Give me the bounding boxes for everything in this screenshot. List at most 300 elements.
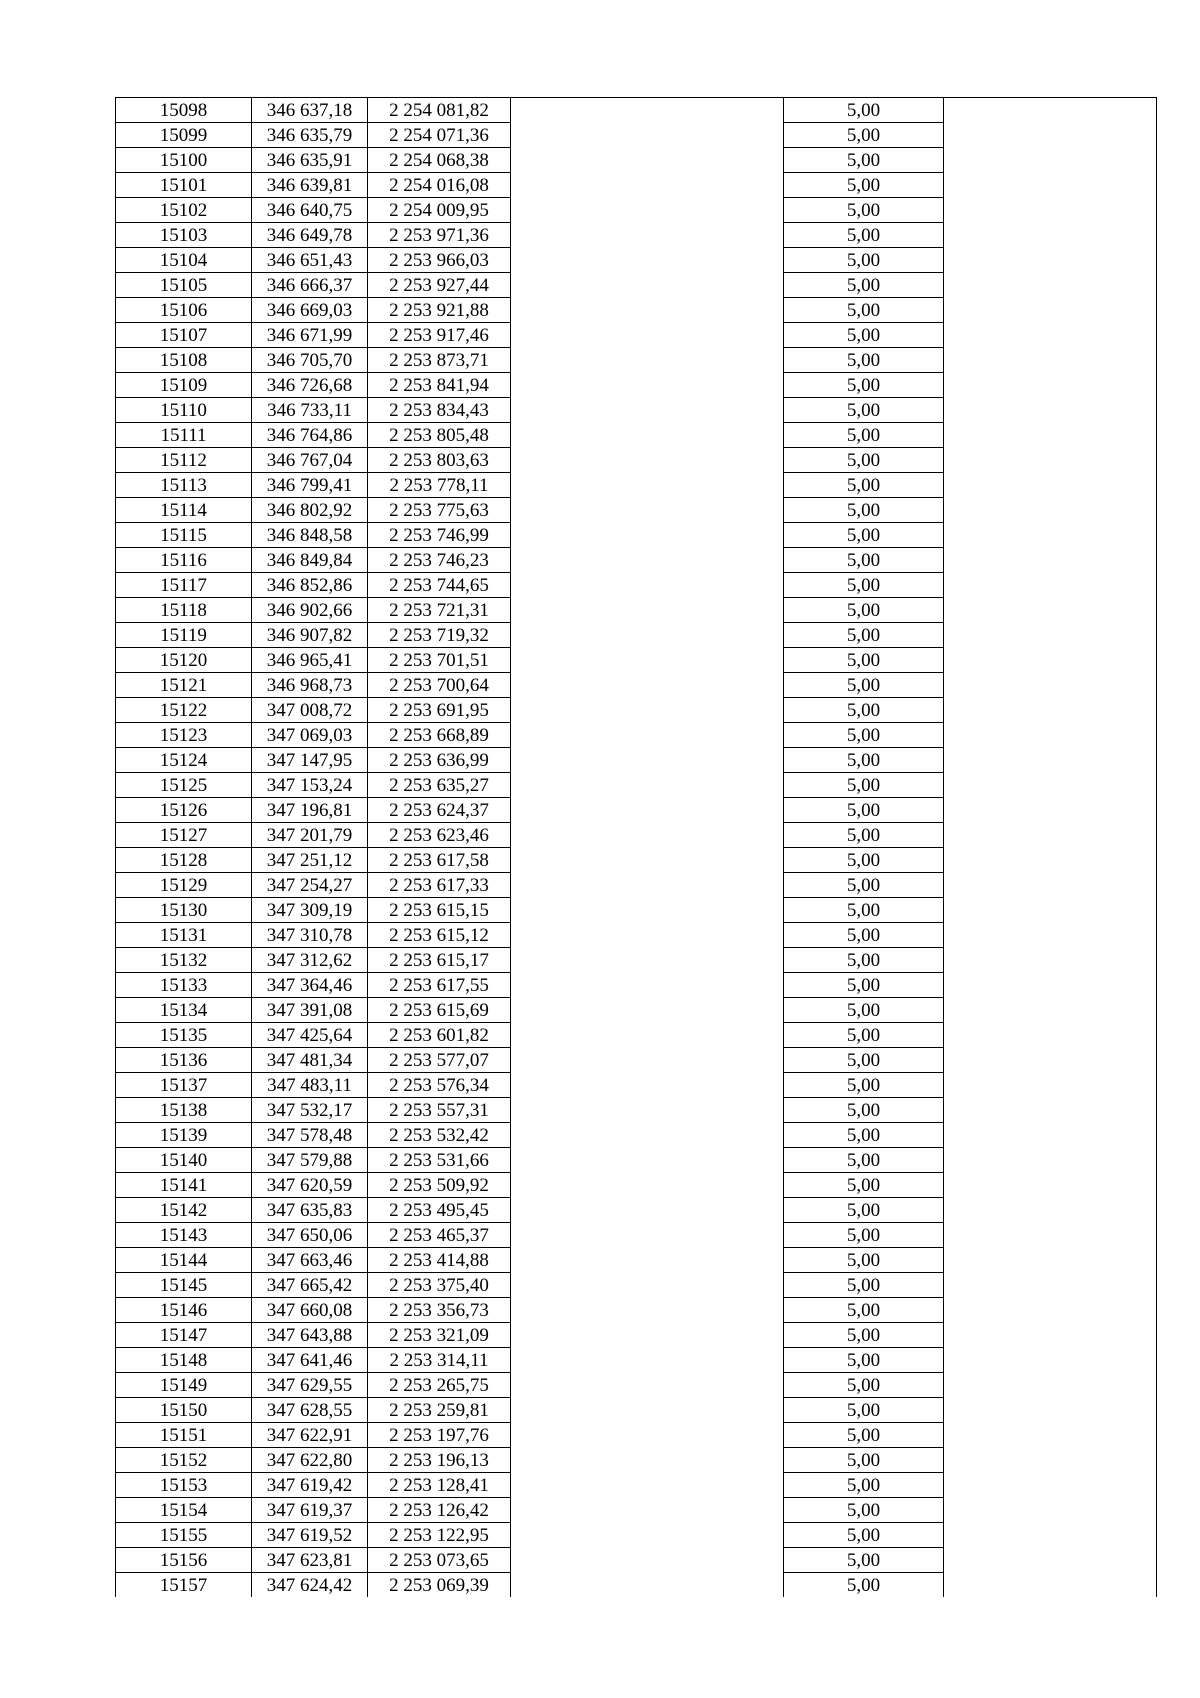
empty-cell — [944, 1073, 1157, 1098]
y-coordinate-cell: 2 253 576,34 — [368, 1073, 511, 1098]
table-row — [116, 298, 1157, 323]
y-coordinate-cell: 2 253 577,07 — [368, 1048, 511, 1073]
point-number-cell: 15127 — [116, 823, 252, 848]
table-row — [116, 798, 1157, 823]
empty-cell — [944, 623, 1157, 648]
y-coordinate-cell: 2 253 617,33 — [368, 873, 511, 898]
distance-cell: 5,00 — [784, 948, 944, 973]
empty-cell — [511, 1498, 784, 1523]
table-row — [116, 1073, 1157, 1098]
distance-cell: 5,00 — [784, 198, 944, 223]
distance-cell: 5,00 — [784, 998, 944, 1023]
empty-cell — [944, 1273, 1157, 1298]
empty-cell — [511, 1273, 784, 1298]
x-coordinate-cell: 347 665,42 — [252, 1273, 368, 1298]
y-coordinate-cell: 2 253 635,27 — [368, 773, 511, 798]
distance-cell: 5,00 — [784, 298, 944, 323]
table-row — [116, 123, 1157, 148]
empty-cell — [511, 423, 784, 448]
empty-cell — [944, 748, 1157, 773]
distance-cell: 5,00 — [784, 598, 944, 623]
y-coordinate-cell: 2 253 509,92 — [368, 1173, 511, 1198]
empty-cell — [511, 173, 784, 198]
point-number-cell: 15116 — [116, 548, 252, 573]
x-coordinate-cell: 347 643,88 — [252, 1323, 368, 1348]
empty-cell — [944, 998, 1157, 1023]
point-number-cell: 15152 — [116, 1448, 252, 1473]
distance-cell: 5,00 — [784, 1198, 944, 1223]
point-number-cell: 15126 — [116, 798, 252, 823]
empty-cell — [944, 1223, 1157, 1248]
empty-cell — [511, 298, 784, 323]
distance-cell: 5,00 — [784, 848, 944, 873]
table-row — [116, 1323, 1157, 1348]
empty-cell — [511, 873, 784, 898]
empty-cell — [511, 148, 784, 173]
y-coordinate-cell: 2 253 778,11 — [368, 473, 511, 498]
table-row — [116, 1573, 1157, 1598]
empty-cell — [944, 1248, 1157, 1273]
x-coordinate-cell: 347 201,79 — [252, 823, 368, 848]
empty-cell — [511, 523, 784, 548]
table-row — [116, 498, 1157, 523]
empty-cell — [511, 273, 784, 298]
empty-cell — [944, 723, 1157, 748]
y-coordinate-cell: 2 253 617,55 — [368, 973, 511, 998]
x-coordinate-cell: 347 153,24 — [252, 773, 368, 798]
empty-cell — [944, 273, 1157, 298]
x-coordinate-cell: 346 640,75 — [252, 198, 368, 223]
distance-cell: 5,00 — [784, 123, 944, 148]
distance-cell: 5,00 — [784, 1423, 944, 1448]
distance-cell: 5,00 — [784, 1148, 944, 1173]
y-coordinate-cell: 2 253 265,75 — [368, 1373, 511, 1398]
x-coordinate-cell: 347 147,95 — [252, 748, 368, 773]
table-row — [116, 98, 1157, 123]
point-number-cell: 15107 — [116, 323, 252, 348]
x-coordinate-cell: 347 532,17 — [252, 1098, 368, 1123]
empty-cell — [511, 1298, 784, 1323]
point-number-cell: 15138 — [116, 1098, 252, 1123]
empty-cell — [944, 173, 1157, 198]
distance-cell: 5,00 — [784, 898, 944, 923]
x-coordinate-cell: 346 968,73 — [252, 673, 368, 698]
x-coordinate-cell: 347 623,81 — [252, 1548, 368, 1573]
distance-cell: 5,00 — [784, 1173, 944, 1198]
point-number-cell: 15100 — [116, 148, 252, 173]
x-coordinate-cell: 347 481,34 — [252, 1048, 368, 1073]
x-coordinate-cell: 347 425,64 — [252, 1023, 368, 1048]
x-coordinate-cell: 347 312,62 — [252, 948, 368, 973]
distance-cell: 5,00 — [784, 1548, 944, 1573]
empty-cell — [944, 1548, 1157, 1573]
point-number-cell: 15109 — [116, 373, 252, 398]
point-number-cell: 15113 — [116, 473, 252, 498]
point-number-cell: 15114 — [116, 498, 252, 523]
y-coordinate-cell: 2 253 531,66 — [368, 1148, 511, 1173]
point-number-cell: 15120 — [116, 648, 252, 673]
y-coordinate-cell: 2 253 841,94 — [368, 373, 511, 398]
empty-cell — [944, 773, 1157, 798]
point-number-cell: 15143 — [116, 1223, 252, 1248]
x-coordinate-cell: 347 579,88 — [252, 1148, 368, 1173]
point-number-cell: 15122 — [116, 698, 252, 723]
empty-cell — [944, 198, 1157, 223]
empty-cell — [511, 448, 784, 473]
empty-cell — [944, 673, 1157, 698]
empty-cell — [944, 573, 1157, 598]
table-row — [116, 1248, 1157, 1273]
x-coordinate-cell: 346 671,99 — [252, 323, 368, 348]
distance-cell: 5,00 — [784, 548, 944, 573]
empty-cell — [511, 848, 784, 873]
distance-cell: 5,00 — [784, 473, 944, 498]
table-row — [116, 1473, 1157, 1498]
distance-cell: 5,00 — [784, 648, 944, 673]
empty-cell — [944, 548, 1157, 573]
x-coordinate-cell: 346 666,37 — [252, 273, 368, 298]
distance-cell: 5,00 — [784, 523, 944, 548]
x-coordinate-cell: 346 733,11 — [252, 398, 368, 423]
x-coordinate-cell: 346 852,86 — [252, 573, 368, 598]
x-coordinate-cell: 347 391,08 — [252, 998, 368, 1023]
empty-cell — [511, 1173, 784, 1198]
table-row — [116, 173, 1157, 198]
empty-cell — [511, 348, 784, 373]
distance-cell: 5,00 — [784, 623, 944, 648]
x-coordinate-cell: 346 651,43 — [252, 248, 368, 273]
distance-cell: 5,00 — [784, 1273, 944, 1298]
distance-cell: 5,00 — [784, 248, 944, 273]
table-row — [116, 748, 1157, 773]
empty-cell — [944, 1448, 1157, 1473]
point-number-cell: 15135 — [116, 1023, 252, 1048]
point-number-cell: 15130 — [116, 898, 252, 923]
empty-cell — [511, 1548, 784, 1573]
y-coordinate-cell: 2 253 495,45 — [368, 1198, 511, 1223]
distance-cell: 5,00 — [784, 1098, 944, 1123]
empty-cell — [944, 823, 1157, 848]
empty-cell — [944, 1523, 1157, 1548]
point-number-cell: 15112 — [116, 448, 252, 473]
table-row — [116, 198, 1157, 223]
empty-cell — [944, 1473, 1157, 1498]
empty-cell — [944, 298, 1157, 323]
empty-cell — [944, 923, 1157, 948]
y-coordinate-cell: 2 254 081,82 — [368, 98, 511, 123]
distance-cell: 5,00 — [784, 573, 944, 598]
point-number-cell: 15131 — [116, 923, 252, 948]
distance-cell: 5,00 — [784, 323, 944, 348]
x-coordinate-cell: 346 635,91 — [252, 148, 368, 173]
table-row — [116, 998, 1157, 1023]
empty-cell — [944, 248, 1157, 273]
point-number-cell: 15146 — [116, 1298, 252, 1323]
y-coordinate-cell: 2 254 016,08 — [368, 173, 511, 198]
empty-cell — [511, 1423, 784, 1448]
table-row — [116, 1498, 1157, 1523]
table-row — [116, 873, 1157, 898]
x-coordinate-cell: 346 907,82 — [252, 623, 368, 648]
x-coordinate-cell: 347 629,55 — [252, 1373, 368, 1398]
distance-cell: 5,00 — [784, 1123, 944, 1148]
distance-cell: 5,00 — [784, 673, 944, 698]
distance-cell: 5,00 — [784, 723, 944, 748]
empty-cell — [511, 1473, 784, 1498]
x-coordinate-cell: 347 641,46 — [252, 1348, 368, 1373]
y-coordinate-cell: 2 253 927,44 — [368, 273, 511, 298]
table-row — [116, 698, 1157, 723]
point-number-cell: 15111 — [116, 423, 252, 448]
point-number-cell: 15101 — [116, 173, 252, 198]
empty-cell — [511, 998, 784, 1023]
empty-cell — [511, 823, 784, 848]
point-number-cell: 15106 — [116, 298, 252, 323]
x-coordinate-cell: 347 660,08 — [252, 1298, 368, 1323]
empty-cell — [511, 923, 784, 948]
empty-cell — [511, 1098, 784, 1123]
point-number-cell: 15110 — [116, 398, 252, 423]
table-row — [116, 1523, 1157, 1548]
table-row — [116, 948, 1157, 973]
empty-cell — [511, 1398, 784, 1423]
point-number-cell: 15155 — [116, 1523, 252, 1548]
y-coordinate-cell: 2 254 071,36 — [368, 123, 511, 148]
point-number-cell: 15150 — [116, 1398, 252, 1423]
empty-cell — [511, 623, 784, 648]
distance-cell: 5,00 — [784, 1473, 944, 1498]
point-number-cell: 15102 — [116, 198, 252, 223]
point-number-cell: 15125 — [116, 773, 252, 798]
table-row — [116, 723, 1157, 748]
empty-cell — [944, 1498, 1157, 1523]
y-coordinate-cell: 2 253 615,17 — [368, 948, 511, 973]
empty-cell — [944, 973, 1157, 998]
x-coordinate-cell: 347 196,81 — [252, 798, 368, 823]
empty-cell — [511, 123, 784, 148]
distance-cell: 5,00 — [784, 773, 944, 798]
table-row — [116, 373, 1157, 398]
distance-cell: 5,00 — [784, 1523, 944, 1548]
empty-cell — [511, 1048, 784, 1073]
empty-cell — [944, 1198, 1157, 1223]
distance-cell: 5,00 — [784, 98, 944, 123]
table-row — [116, 673, 1157, 698]
y-coordinate-cell: 2 253 196,13 — [368, 1448, 511, 1473]
point-number-cell: 15115 — [116, 523, 252, 548]
empty-cell — [944, 348, 1157, 373]
distance-cell: 5,00 — [784, 698, 944, 723]
empty-cell — [511, 573, 784, 598]
table-row — [116, 323, 1157, 348]
empty-cell — [944, 898, 1157, 923]
empty-cell — [944, 1398, 1157, 1423]
empty-cell — [944, 498, 1157, 523]
coordinates-table — [115, 97, 1157, 1597]
distance-cell: 5,00 — [784, 448, 944, 473]
distance-cell: 5,00 — [784, 798, 944, 823]
table-row — [116, 1373, 1157, 1398]
empty-cell — [944, 448, 1157, 473]
empty-cell — [511, 473, 784, 498]
point-number-cell: 15149 — [116, 1373, 252, 1398]
distance-cell: 5,00 — [784, 1048, 944, 1073]
y-coordinate-cell: 2 253 700,64 — [368, 673, 511, 698]
y-coordinate-cell: 2 253 615,15 — [368, 898, 511, 923]
distance-cell: 5,00 — [784, 148, 944, 173]
y-coordinate-cell: 2 253 356,73 — [368, 1298, 511, 1323]
y-coordinate-cell: 2 253 636,99 — [368, 748, 511, 773]
empty-cell — [511, 98, 784, 123]
empty-cell — [944, 223, 1157, 248]
table-row — [116, 898, 1157, 923]
distance-cell: 5,00 — [784, 923, 944, 948]
x-coordinate-cell: 347 628,55 — [252, 1398, 368, 1423]
point-number-cell: 15139 — [116, 1123, 252, 1148]
empty-cell — [944, 123, 1157, 148]
distance-cell: 5,00 — [784, 423, 944, 448]
x-coordinate-cell: 347 008,72 — [252, 698, 368, 723]
empty-cell — [511, 1448, 784, 1473]
empty-cell — [511, 248, 784, 273]
point-number-cell: 15151 — [116, 1423, 252, 1448]
table-row — [116, 1173, 1157, 1198]
point-number-cell: 15132 — [116, 948, 252, 973]
x-coordinate-cell: 347 309,19 — [252, 898, 368, 923]
distance-cell: 5,00 — [784, 373, 944, 398]
x-coordinate-cell: 347 624,42 — [252, 1573, 368, 1598]
table-row — [116, 473, 1157, 498]
y-coordinate-cell: 2 253 971,36 — [368, 223, 511, 248]
x-coordinate-cell: 346 637,18 — [252, 98, 368, 123]
empty-cell — [511, 1523, 784, 1548]
point-number-cell: 15121 — [116, 673, 252, 698]
empty-cell — [511, 773, 784, 798]
x-coordinate-cell: 347 251,12 — [252, 848, 368, 873]
empty-cell — [944, 1148, 1157, 1173]
point-number-cell: 15105 — [116, 273, 252, 298]
x-coordinate-cell: 347 622,80 — [252, 1448, 368, 1473]
x-coordinate-cell: 346 669,03 — [252, 298, 368, 323]
y-coordinate-cell: 2 253 128,41 — [368, 1473, 511, 1498]
table-row — [116, 1398, 1157, 1423]
table-row — [116, 598, 1157, 623]
empty-cell — [511, 1148, 784, 1173]
distance-cell: 5,00 — [784, 823, 944, 848]
x-coordinate-cell: 347 483,11 — [252, 1073, 368, 1098]
point-number-cell: 15156 — [116, 1548, 252, 1573]
empty-cell — [511, 1323, 784, 1348]
y-coordinate-cell: 2 253 966,03 — [368, 248, 511, 273]
table-row — [116, 773, 1157, 798]
point-number-cell: 15141 — [116, 1173, 252, 1198]
empty-cell — [511, 723, 784, 748]
empty-cell — [944, 873, 1157, 898]
point-number-cell: 15154 — [116, 1498, 252, 1523]
table-row — [116, 1048, 1157, 1073]
empty-cell — [511, 498, 784, 523]
table-row — [116, 148, 1157, 173]
empty-cell — [511, 323, 784, 348]
x-coordinate-cell: 346 848,58 — [252, 523, 368, 548]
table-row — [116, 248, 1157, 273]
empty-cell — [944, 1098, 1157, 1123]
table-row — [116, 1548, 1157, 1573]
empty-cell — [511, 598, 784, 623]
empty-cell — [511, 398, 784, 423]
table-row — [116, 1423, 1157, 1448]
table-row — [116, 648, 1157, 673]
table-row — [116, 1198, 1157, 1223]
x-coordinate-cell: 347 620,59 — [252, 1173, 368, 1198]
table-row — [116, 923, 1157, 948]
empty-cell — [511, 748, 784, 773]
empty-cell — [511, 548, 784, 573]
empty-cell — [511, 373, 784, 398]
y-coordinate-cell: 2 253 375,40 — [368, 1273, 511, 1298]
empty-cell — [944, 1023, 1157, 1048]
empty-cell — [944, 1348, 1157, 1373]
table-row — [116, 348, 1157, 373]
empty-cell — [944, 1123, 1157, 1148]
x-coordinate-cell: 347 254,27 — [252, 873, 368, 898]
empty-cell — [511, 1223, 784, 1248]
distance-cell: 5,00 — [784, 498, 944, 523]
distance-cell: 5,00 — [784, 1298, 944, 1323]
y-coordinate-cell: 2 253 701,51 — [368, 648, 511, 673]
table-row — [116, 1348, 1157, 1373]
table-row — [116, 973, 1157, 998]
y-coordinate-cell: 2 253 414,88 — [368, 1248, 511, 1273]
empty-cell — [944, 1323, 1157, 1348]
y-coordinate-cell: 2 253 746,23 — [368, 548, 511, 573]
x-coordinate-cell: 347 650,06 — [252, 1223, 368, 1248]
table-row — [116, 273, 1157, 298]
empty-cell — [944, 1048, 1157, 1073]
point-number-cell: 15145 — [116, 1273, 252, 1298]
x-coordinate-cell: 346 635,79 — [252, 123, 368, 148]
point-number-cell: 15157 — [116, 1573, 252, 1598]
x-coordinate-cell: 347 619,52 — [252, 1523, 368, 1548]
y-coordinate-cell: 2 253 122,95 — [368, 1523, 511, 1548]
empty-cell — [511, 1573, 784, 1598]
empty-cell — [944, 523, 1157, 548]
table-row — [116, 423, 1157, 448]
empty-cell — [944, 948, 1157, 973]
table-row — [116, 1448, 1157, 1473]
distance-cell: 5,00 — [784, 1323, 944, 1348]
table-row — [116, 823, 1157, 848]
empty-cell — [511, 1348, 784, 1373]
point-number-cell: 15142 — [116, 1198, 252, 1223]
distance-cell: 5,00 — [784, 173, 944, 198]
empty-cell — [944, 1173, 1157, 1198]
point-number-cell: 15104 — [116, 248, 252, 273]
distance-cell: 5,00 — [784, 1348, 944, 1373]
point-number-cell: 15118 — [116, 598, 252, 623]
distance-cell: 5,00 — [784, 1023, 944, 1048]
x-coordinate-cell: 347 364,46 — [252, 973, 368, 998]
x-coordinate-cell: 347 635,83 — [252, 1198, 368, 1223]
x-coordinate-cell: 346 767,04 — [252, 448, 368, 473]
x-coordinate-cell: 347 069,03 — [252, 723, 368, 748]
y-coordinate-cell: 2 253 921,88 — [368, 298, 511, 323]
y-coordinate-cell: 2 253 259,81 — [368, 1398, 511, 1423]
y-coordinate-cell: 2 253 746,99 — [368, 523, 511, 548]
x-coordinate-cell: 346 649,78 — [252, 223, 368, 248]
empty-cell — [944, 423, 1157, 448]
empty-cell — [511, 898, 784, 923]
